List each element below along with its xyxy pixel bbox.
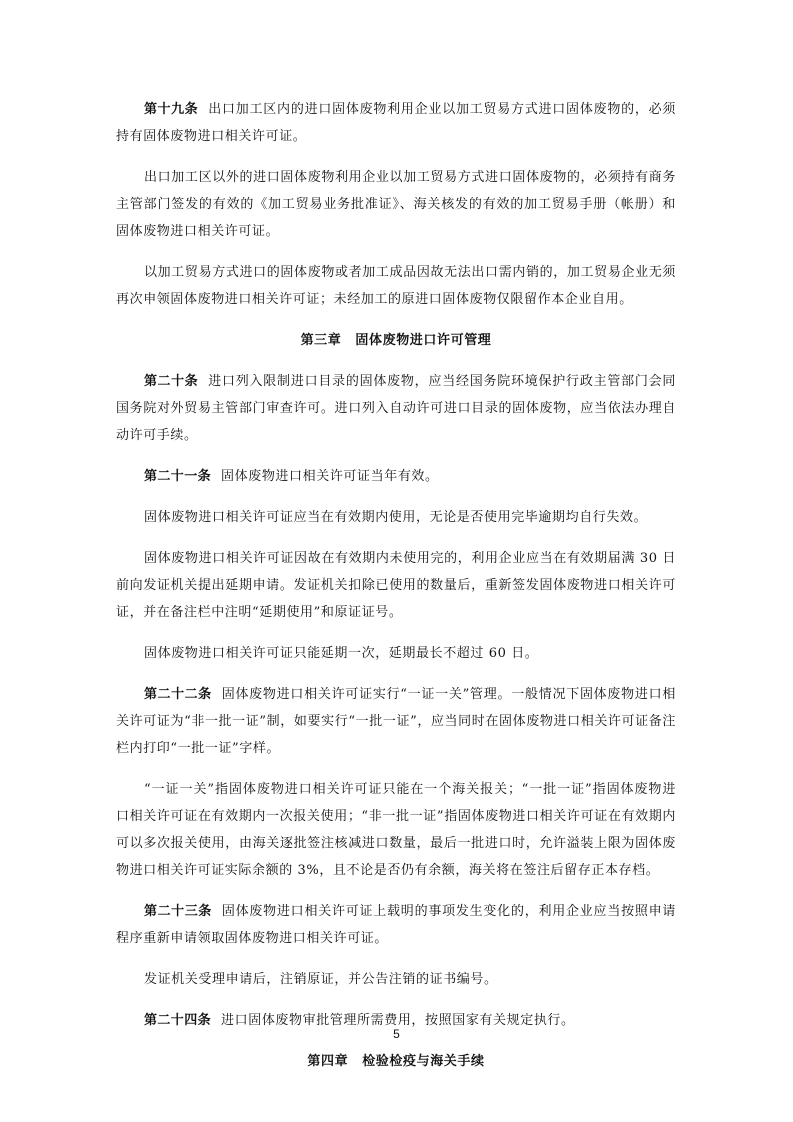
paragraph: 固体废物进口相关许可证应当在有效期内使用，无论是否使用完毕逾期均自行失效。 (144, 510, 648, 525)
page-number: 5 (393, 1027, 400, 1041)
paragraph: 出口加工区以外的进口固体废物利用企业以加工贸易方式进口固体废物的，必须持有商务主管部门签发的有效的《加工贸易业务批准证》、海关核发的有效的加工贸易手册（帐册）和固体废物进口相关许可证。 (116, 170, 676, 239)
article-19 (116, 96, 676, 150)
article-text: 固体废物进口相关许可证实行“一证一关”管理。一般情况下固体废物进口相关许可证为“非一批一证”制，如要实行“一批一证”，应当同时在固体废物进口相关许可证备注栏内打印“一批一证”字样。 (116, 687, 676, 756)
paragraph: 固体废物进口相关许可证只能延期一次，延期最长不超过 60 日。 (144, 646, 539, 661)
article-23 (116, 898, 676, 952)
chapter-heading (116, 327, 676, 354)
paragraph: 发证机关受理申请后，注销原证，并公告注销的证书编号。 (144, 972, 498, 987)
article-text: 固体废物进口相关许可证上载明的事项发生变化的，利用企业应当按照申请程序重新申请领取固体废物进口相关许可证。 (116, 904, 676, 946)
article-label: 第十九条 (144, 102, 199, 117)
chapter-title: 检验检疫与海关手续 (362, 1054, 485, 1069)
article-text: 固体废物进口相关许可证当年有效。 (221, 469, 439, 484)
article-text: 进口列入限制进口目录的固体废物，应当经国务院环境保护行政主管部门会同国务院对外贸易主管部门审查许可。进口列入自动许可进口目录的固体废物，应当依法办理自动许可手续。 (116, 374, 676, 443)
article-label: 第二十四条 (144, 1013, 212, 1028)
article-label: 第二十二条 (144, 687, 212, 702)
article-21 (116, 463, 676, 490)
chapter-number: 第四章 (307, 1054, 349, 1069)
paragraph: “一证一关”指固体废物进口相关许可证只能在一个海关报关；“一批一证”指固体废物进口相关许可证在有效期内一次报关使用；“非一批一证”指固体废物进口相关许可证在有效期内可以多次报关使用，由海关逐批签注核减进口数量，最后一批进口时，允许溢装上限为固体废物进口相关许可证实际余额的 3%，且不论是否仍有余额，海关将在签注后留存正本存档。 (116, 782, 676, 878)
article-22 (116, 681, 676, 762)
article-text: 进口固体废物审批管理所需费用，按照国家有关规定执行。 (221, 1013, 575, 1028)
paragraph: 固体废物进口相关许可证因故在有效期内未使用完的，利用企业应当在有效期届满 30 日前向发证机关提出延期申请。发证机关扣除已使用的数量后，重新签发固体废物进口相关许可证，并在备注栏中注明“延期使用”和原证证号。 (116, 551, 676, 620)
article-20 (116, 368, 676, 449)
article-text: 出口加工区内的进口固体废物利用企业以加工贸易方式进口固体废物的，必须持有固体废物进口相关许可证。 (116, 102, 676, 144)
article-label: 第二十三条 (144, 904, 212, 919)
paragraph: 以加工贸易方式进口的固体废物或者加工成品因故无法出口需内销的，加工贸易企业无须再次申领固体废物进口相关许可证；未经加工的原进口固体废物仅限留作本企业自用。 (116, 265, 676, 307)
chapter-number: 第三章 (300, 333, 342, 348)
article-label: 第二十一条 (144, 469, 212, 484)
article-label: 第二十条 (144, 374, 199, 389)
chapter-heading (116, 1048, 676, 1075)
document-body (116, 96, 676, 1089)
chapter-title: 固体废物进口许可管理 (355, 333, 492, 348)
